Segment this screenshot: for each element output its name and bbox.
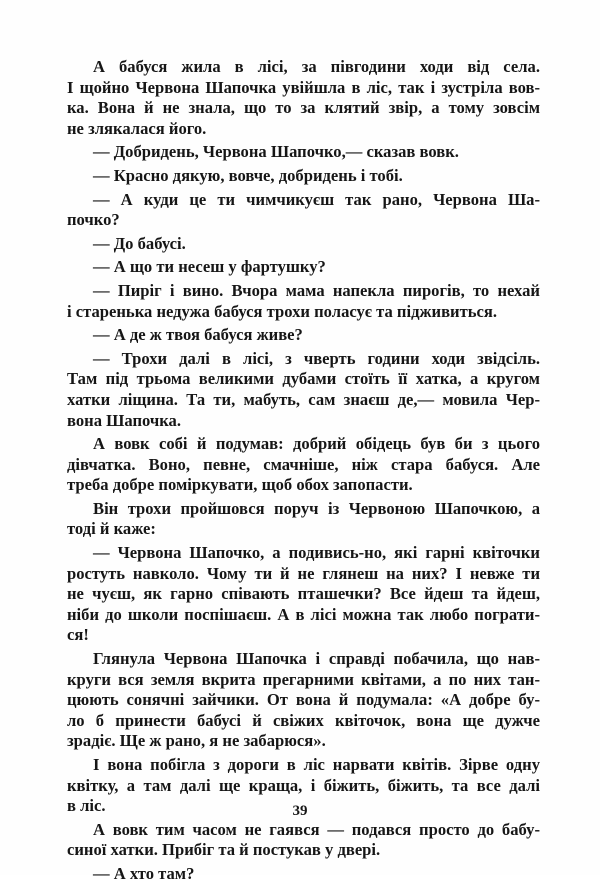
text-line: круги вся земля вкрита прегарними квітами, а по них тан- — [67, 669, 540, 689]
text-line: треба добре поміркувати, щоб обох запопасти. — [67, 475, 413, 495]
text-line: в ліс. — [67, 796, 106, 816]
text-line: — А що ти несеш у фартушку? — [93, 257, 326, 277]
text-line: — До бабусі. — [93, 233, 186, 253]
text-line: ніби до школи поспішаєш. А в лісі можна так любо пограти- — [67, 604, 540, 624]
text-line: А вовк собі й подумав: добрий обідець був би з цього — [93, 434, 540, 454]
paragraph — [67, 325, 540, 346]
paragraph — [67, 190, 540, 231]
text-line: квітку, а там далі ще краща, і біжить, біжить, та все далі — [67, 775, 540, 795]
paragraph — [67, 166, 540, 187]
paragraph — [67, 349, 540, 431]
paragraph — [67, 257, 540, 278]
paragraph — [67, 864, 540, 885]
text-line: — А хто там? — [93, 863, 195, 883]
text-line: ло б принести бабусі й свіжих квіточок, вона ще дужче — [67, 710, 540, 730]
text-line: — Добридень, Червона Шапочко,— сказав вовк. — [93, 142, 459, 162]
text-line: — Пиріг і вино. Вчора мама напекла пирогів, то нехай — [93, 280, 540, 300]
paragraph — [67, 434, 540, 496]
paragraph — [67, 281, 540, 322]
text-line: ка. Вона й не знала, що то за клятий звір, а тому зовсім — [67, 98, 540, 118]
text-line: — Красно дякую, вовче, добридень і тобі. — [93, 165, 403, 185]
text-line: — Червона Шапочко, а подивись-но, які гарні квіточки — [93, 543, 540, 563]
text-line: — Трохи далі в лісі, з чверть години ходи звідсіль. — [93, 348, 540, 368]
story-text — [67, 57, 540, 888]
text-line: не чуєш, як гарно співають пташечки? Все йдеш та йдеш, — [67, 584, 540, 604]
paragraph — [67, 543, 540, 646]
text-line: дівчатка. Воно, певне, смачніше, ніж стара бабуся. Але — [67, 454, 540, 474]
text-line: цюють сонячні зайчики. От вона й подумала: «А добре бу- — [67, 690, 540, 710]
text-line: почко? — [67, 210, 120, 230]
page-number: 39 — [292, 803, 308, 819]
paragraph — [67, 234, 540, 255]
text-line: — А куди це ти чимчикуєш так рано, Червона Ша- — [93, 189, 540, 209]
text-line: І вона побігла з дороги в ліс нарвати квітів. Зірве одну — [93, 755, 540, 774]
text-line: ся! — [67, 625, 89, 645]
text-line: зрадіє. Ще ж рано, я не забарюся». — [67, 731, 326, 751]
text-line: Глянула Червона Шапочка і справді побачила, що нав- — [93, 649, 540, 669]
paragraph — [67, 57, 540, 139]
paragraph — [67, 142, 540, 163]
text-line: — А де ж твоя бабуся живе? — [93, 325, 303, 345]
text-line: І щойно Червона Шапочка увійшла в ліс, так і зустріла вов- — [67, 77, 540, 97]
text-line: А бабуся жила в лісі, за півгодини ходи від села. — [93, 57, 540, 76]
text-line: А вовк тим часом не гаявся — подався просто до бабу- — [93, 819, 540, 839]
paragraph — [67, 499, 540, 540]
text-line: синої хатки. Прибіг та й постукав у двері. — [67, 840, 381, 860]
text-line: не злякалася його. — [67, 118, 207, 138]
text-line: Там під трьома великими дубами стоїть її хатка, а кругом — [67, 369, 540, 389]
text-line: і старенька недужа бабуся трохи поласує та підживиться. — [67, 301, 498, 321]
text-line: ростуть навколо. Чому ти й не глянеш на них? І невже ти — [67, 563, 540, 583]
text-line: вона Шапочка. — [67, 410, 181, 430]
text-line: Він трохи пройшовся поруч із Червоною Шапочкою, а — [93, 498, 540, 518]
text-line: тоді й каже: — [67, 519, 156, 539]
text-line: хатки ліщина. Та ти, мабуть, сам знаєш де,— мовила Чер- — [67, 389, 540, 409]
paragraph — [67, 649, 540, 752]
paragraph — [67, 820, 540, 861]
